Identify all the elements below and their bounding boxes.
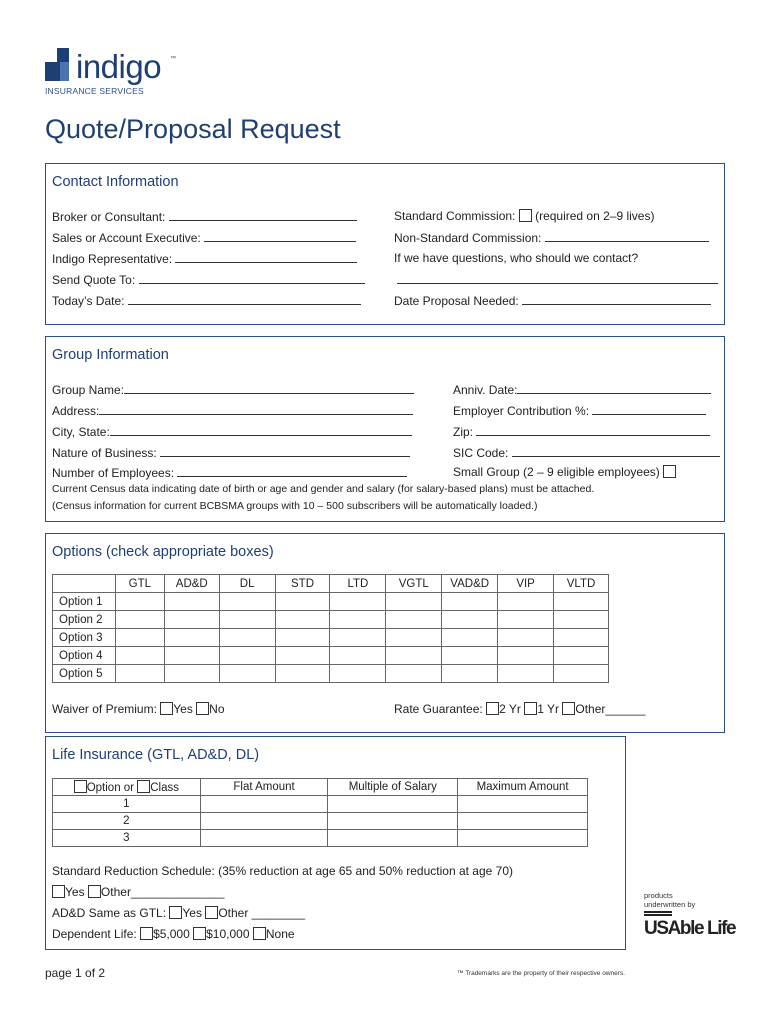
options-cell[interactable] [164,611,219,629]
sales-exec-label: Sales or Account Executive: [52,231,201,245]
date-needed-label: Date Proposal Needed: [394,294,519,308]
rate-2yr-label: 2 Yr [499,702,521,716]
sales-exec-field[interactable] [52,230,356,245]
options-row-label: Option 4 [53,647,116,665]
life-row [53,796,588,813]
life-row [53,830,588,847]
nature-business-field[interactable] [52,445,410,460]
reduction-yes-label: Yes [65,885,85,899]
nature-business-label: Nature of Business: [52,446,157,460]
dependent-10000-label: $10,000 [206,927,250,941]
options-cell[interactable] [498,593,554,611]
options-cell[interactable] [115,647,164,665]
life-cell[interactable] [200,830,328,847]
small-group-checkbox[interactable] [663,465,676,478]
dependent-none-checkbox[interactable] [253,927,266,940]
life-row-number: 1 [53,796,201,813]
todays-date-label: Today’s Date: [52,294,125,308]
waiver-no-checkbox[interactable] [196,702,209,715]
dependent-none-label: None [265,927,295,941]
underwriter-line1: products [644,891,673,900]
logo-trademark: ™ [170,56,176,62]
life-cell[interactable] [458,830,588,847]
contact-section-title: Contact Information [52,174,179,190]
options-cell[interactable] [330,629,386,647]
options-cell[interactable] [115,629,164,647]
address-label: Address: [52,404,100,418]
rate-guarantee-label: Rate Guarantee: [394,702,483,716]
add-other-checkbox[interactable] [205,906,218,919]
add-same-label: AD&D Same as GTL: [52,906,167,920]
options-table [52,574,609,683]
reduction-other-label: Other______________ [100,885,225,899]
options-row [53,647,609,665]
options-cell[interactable] [498,647,554,665]
options-cell[interactable] [219,611,275,629]
options-cell[interactable] [164,593,219,611]
usable-logo-bar [644,911,672,913]
options-cell[interactable] [275,665,330,683]
waiver-premium-field [52,702,225,716]
options-cell[interactable] [275,593,330,611]
options-col-ltd: LTD [330,575,386,593]
usable-life-logo: USAble Life [644,918,736,939]
options-cell[interactable] [115,611,164,629]
page-number: page 1 of 2 [45,966,106,980]
waiver-no-label: No [209,702,225,716]
options-col-add: AD&D [164,575,219,593]
options-col-dl: DL [219,575,275,593]
life-cell[interactable] [458,813,588,830]
rate-1yr-checkbox[interactable] [524,702,537,715]
reduction-options-field [52,885,224,899]
employer-contribution-label: Employer Contribution %: [453,404,590,418]
page-title: Quote/Proposal Request [45,114,341,144]
options-cell[interactable] [115,665,164,683]
options-row [53,611,609,629]
life-cell[interactable] [200,813,328,830]
options-cell[interactable] [498,611,554,629]
questions-contact-field[interactable] [397,272,718,287]
life-cell[interactable] [200,796,328,813]
options-row [53,629,609,647]
rate-other-checkbox[interactable] [562,702,575,715]
life-row [53,813,588,830]
rate-1yr-label: 1 Yr [537,702,560,716]
city-state-field[interactable] [52,424,412,439]
class-label: Class [150,782,179,794]
indigo-rep-label: Indigo Representative: [52,252,173,266]
options-row-label: Option 1 [53,593,116,611]
standard-commission-note: (required on 2–9 lives) [535,209,655,223]
logo-mark-right [60,62,69,81]
options-col-vadd: VAD&D [442,575,498,593]
usable-logo-bar [644,914,672,916]
reduction-schedule-label: Standard Reduction Schedule: (35% reduction at age 65 and 50% reduction at age 70) [52,864,513,878]
life-header-row [53,779,588,796]
rate-other-label: Other______ [575,702,646,716]
options-cell[interactable] [554,647,609,665]
logo-mark-top [57,48,69,62]
life-row-number: 2 [53,813,201,830]
waiver-premium-label: Waiver of Premium: [52,702,157,716]
options-row-label: Option 2 [53,611,116,629]
send-quote-label: Send Quote To: [52,273,136,287]
reduction-other-checkbox[interactable] [88,885,101,898]
options-cell[interactable] [164,665,219,683]
options-cell[interactable] [219,647,275,665]
life-cell[interactable] [328,830,458,847]
dependent-5000-checkbox[interactable] [140,927,153,940]
options-cell[interactable] [554,593,609,611]
options-col-gtl: GTL [115,575,164,593]
life-insurance-table [52,778,588,847]
life-cell[interactable] [328,813,458,830]
add-other-label: Other ________ [218,906,306,920]
options-cell[interactable] [275,647,330,665]
options-row [53,593,609,611]
logo-mark-left [45,62,60,81]
options-cell[interactable] [498,629,554,647]
options-row-label: Option 5 [53,665,116,683]
dependent-life-label: Dependent Life: [52,927,137,941]
option-label: Option or [86,782,135,794]
dependent-10000-checkbox[interactable] [193,927,206,940]
trademark-note: ™ Trademarks are the property of their respective owners. [457,970,625,977]
small-group-label: Small Group (2 – 9 eligible employees) [453,465,660,479]
options-cell[interactable] [442,665,498,683]
options-cell[interactable] [554,665,609,683]
options-cell[interactable] [275,611,330,629]
logo-wordmark: indigo [76,48,162,85]
options-row-label: Option 3 [53,629,116,647]
non-standard-commission-label: Non-Standard Commission: [394,231,542,245]
address-field[interactable] [52,403,413,418]
life-cell[interactable] [328,796,458,813]
options-col-vip: VIP [498,575,554,593]
standard-commission-checkbox[interactable] [519,209,532,222]
employees-field[interactable] [52,465,407,480]
broker-field[interactable] [52,209,357,224]
options-cell[interactable] [330,593,386,611]
group-name-label: Group Name: [52,383,125,397]
life-col-option-class [53,779,201,796]
dependent-life-field [52,927,295,941]
options-cell[interactable] [275,629,330,647]
send-quote-field[interactable] [52,272,365,287]
life-col-flat: Flat Amount [200,779,328,796]
life-col-multiple: Multiple of Salary [328,779,458,796]
reduction-yes-checkbox[interactable] [52,885,65,898]
options-cell[interactable] [115,593,164,611]
zip-field[interactable] [453,424,710,439]
options-cell[interactable] [554,629,609,647]
options-cell[interactable] [164,647,219,665]
waiver-yes-label: Yes [173,702,193,716]
anniv-date-field[interactable] [453,382,711,397]
census-note-bcbsma: (Census information for current BCBSMA groups with 10 – 500 subscribers will be automatically loaded.) [52,500,538,512]
options-col-vltd: VLTD [554,575,609,593]
options-section-title: Options (check appropriate boxes) [52,544,274,560]
dependent-5000-label: $5,000 [153,927,190,941]
city-state-label: City, State: [52,425,110,439]
options-row [53,665,609,683]
sic-code-field[interactable] [453,445,720,460]
options-cell[interactable] [554,611,609,629]
life-insurance-section-title: Life Insurance (GTL, AD&D, DL) [52,747,260,763]
class-checkbox[interactable] [137,780,150,793]
add-same-field [52,906,305,920]
life-col-max: Maximum Amount [458,779,588,796]
options-cell[interactable] [442,629,498,647]
census-note: Current Census data indicating date of birth or age and gender and salary (for salary-based plans) must be attached. [52,483,595,495]
options-cell[interactable] [219,593,275,611]
group-section-title: Group Information [52,347,169,363]
standard-commission-field [394,209,654,223]
employer-contribution-field[interactable] [453,403,706,418]
waiver-yes-checkbox[interactable] [160,702,173,715]
life-cell[interactable] [458,796,588,813]
todays-date-field[interactable] [52,293,361,308]
sic-code-label: SIC Code: [453,446,509,460]
options-cell[interactable] [164,629,219,647]
options-col-std: STD [275,575,330,593]
rate-2yr-checkbox[interactable] [486,702,499,715]
options-header-row [53,575,609,593]
questions-contact-label: If we have questions, who should we contact? [394,251,639,265]
rate-guarantee-field [394,702,645,716]
options-cell[interactable] [330,611,386,629]
options-cell[interactable] [442,593,498,611]
options-cell[interactable] [219,629,275,647]
options-cell[interactable] [386,611,442,629]
underwriter-caption [644,891,695,909]
options-corner-cell [53,575,116,593]
options-cell[interactable] [330,647,386,665]
options-cell[interactable] [386,647,442,665]
non-standard-commission-field[interactable] [394,230,709,245]
standard-commission-label: Standard Commission: [394,209,516,223]
add-yes-checkbox[interactable] [169,906,182,919]
logo-subtitle: INSURANCE SERVICES [45,86,144,96]
options-cell[interactable] [219,665,275,683]
small-group-field [453,465,676,479]
options-cell[interactable] [442,647,498,665]
anniv-date-label: Anniv. Date: [453,383,518,397]
add-yes-label: Yes [182,906,202,920]
options-cell[interactable] [498,665,554,683]
zip-label: Zip: [453,425,474,439]
underwriter-line2: underwritten by [644,900,696,909]
indigo-rep-field[interactable] [52,251,357,266]
options-cell[interactable] [386,665,442,683]
options-cell[interactable] [386,629,442,647]
life-row-number: 3 [53,830,201,847]
options-cell[interactable] [386,593,442,611]
option-checkbox[interactable] [74,780,87,793]
options-col-vgtl: VGTL [386,575,442,593]
employees-label: Number of Employees: [52,466,175,480]
options-cell[interactable] [442,611,498,629]
broker-label: Broker or Consultant: [52,210,166,224]
options-cell[interactable] [330,665,386,683]
group-name-field[interactable] [52,382,414,397]
date-needed-field[interactable] [394,293,711,308]
